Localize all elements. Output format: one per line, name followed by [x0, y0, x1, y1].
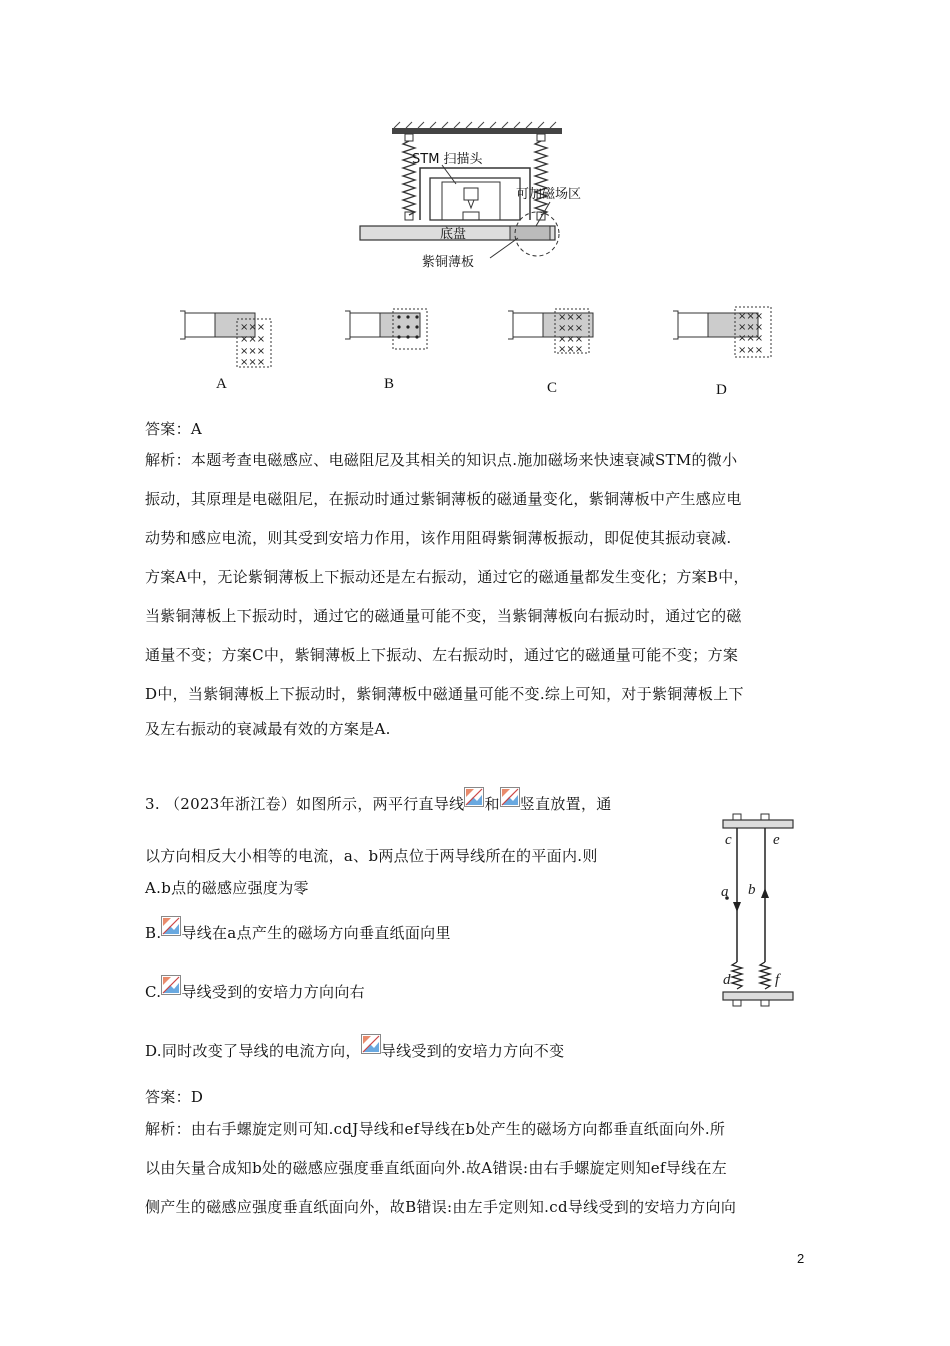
analysis-1-line: D中，当紫铜薄板上下振动时，紫铜薄板中磁通量可能不变.综上可知，对于紫铜薄板上下	[145, 685, 744, 703]
option-c-prefix: C.	[145, 983, 162, 1001]
svg-text:×××: ×××	[738, 322, 764, 333]
option-d-body: 导线受到的安培力方向不变	[380, 1042, 565, 1060]
broken-image-icon	[361, 1040, 381, 1060]
question-3-text-b: 和	[484, 795, 500, 813]
option-c-text	[145, 981, 365, 1002]
svg-text:×××: ×××	[558, 344, 584, 355]
svg-text:×××: ×××	[738, 333, 764, 344]
point-label-a: a	[721, 884, 729, 900]
analysis-1-line: 方案A中，无论紫铜薄板上下振动还是左右振动，通过它的磁通量都发生变化；方案B中，	[145, 568, 749, 586]
parallel-wires-figure	[715, 812, 800, 1022]
option-a-label: A	[216, 376, 227, 392]
answer-1: 答案：A	[145, 420, 203, 438]
wire-label-f: f	[775, 972, 780, 988]
analysis-1-line: 当紫铜薄板上下振动时，通过它的磁通量可能不变，当紫铜薄板向右振动时，通过它的磁	[145, 607, 742, 625]
analysis-3-line: 解析：由右手螺旋定则可知.cdJ导线和ef导线在b处产生的磁场方向都垂直纸面向外.所	[145, 1120, 726, 1138]
point-label-b: b	[748, 882, 756, 898]
svg-text:×××: ×××	[240, 322, 266, 333]
analysis-1-line: 及左右振动的衰减最有效的方案是A.	[145, 720, 391, 738]
analysis-1-line: 动势和感应电流，则其受到安培力作用，该作用阻碍紫铜薄板振动，即促使其振动衰减.	[145, 529, 732, 547]
svg-text:×××: ×××	[558, 323, 584, 334]
analysis-3-line: 侧产生的磁感应强度垂直纸面向外，故B错误:由左手定则知.cd导线受到的安培力方向向	[145, 1198, 737, 1216]
broken-image-icon	[464, 793, 484, 813]
option-b-text	[145, 922, 451, 943]
option-d-diagram	[673, 307, 771, 357]
svg-text:×××: ×××	[558, 312, 584, 323]
svg-text:×××: ×××	[738, 345, 764, 356]
option-c-body: 导线受到的安培力方向向右	[181, 983, 365, 1001]
option-a-text: A.b点的磁感应强度为零	[145, 879, 309, 897]
answer-3: 答案：D	[145, 1088, 204, 1106]
question-3-line-1	[145, 793, 612, 814]
option-c-diagram	[508, 309, 593, 355]
wire-label-e: e	[773, 832, 780, 848]
svg-text:×××: ×××	[240, 346, 266, 357]
analysis-1-line: 解析：本题考查电磁感应、电磁阻尼及其相关的知识点.施加磁场来快速衰减STM的微小	[145, 451, 738, 469]
page-number: 2	[797, 1251, 805, 1266]
option-b-label: B	[384, 376, 395, 392]
field-zone-label: 可加磁场区	[516, 187, 582, 202]
option-c-label: C	[547, 380, 558, 396]
svg-text:×××: ×××	[558, 334, 584, 345]
option-d-text	[145, 1040, 564, 1061]
option-b-prefix: B.	[145, 924, 162, 942]
stm-apparatus-figure	[350, 120, 610, 290]
svg-text:×××: ×××	[738, 311, 764, 322]
broken-image-icon	[161, 981, 181, 1001]
option-b-diagram	[345, 309, 427, 349]
broken-image-icon	[161, 922, 181, 942]
question-3-text-a: 3. （2023年浙江卷）如图所示，两平行直导线	[145, 795, 465, 813]
option-d-prefix: D.同时改变了导线的电流方向，	[145, 1042, 361, 1060]
question-3-line-2: 以方向相反大小相等的电流，a、b两点位于两导线所在的平面内.则	[145, 847, 598, 865]
analysis-1-line: 振动，其原理是电磁阻尼，在振动时通过紫铜薄板的磁通量变化，紫铜薄板中产生感应电	[145, 490, 742, 508]
base-label: 底盘	[440, 227, 467, 242]
analysis-1-line: 通量不变；方案C中，紫铜薄板上下振动、左右振动时，通过它的磁通量可能不变；方案	[145, 646, 739, 664]
svg-text:×××: ×××	[240, 334, 266, 345]
wire-label-d: d	[723, 972, 731, 988]
copper-plate-label: 紫铜薄板	[422, 255, 475, 270]
option-a-diagram	[180, 311, 271, 368]
options-figure	[175, 305, 785, 375]
analysis-3-line: 以由矢量合成知b处的磁感应强度垂直纸面向外.故A错误:由右手螺旋定则知ef导线在左	[145, 1159, 727, 1177]
svg-text:×××: ×××	[240, 357, 266, 368]
option-d-label: D	[716, 382, 727, 398]
stm-head-label: STM 扫描头	[412, 152, 483, 167]
question-3-text-c: 竖直放置，通	[519, 795, 612, 813]
wire-label-c: c	[725, 832, 732, 848]
broken-image-icon	[500, 793, 520, 813]
option-b-body: 导线在a点产生的磁场方向垂直纸面向里	[181, 924, 451, 942]
